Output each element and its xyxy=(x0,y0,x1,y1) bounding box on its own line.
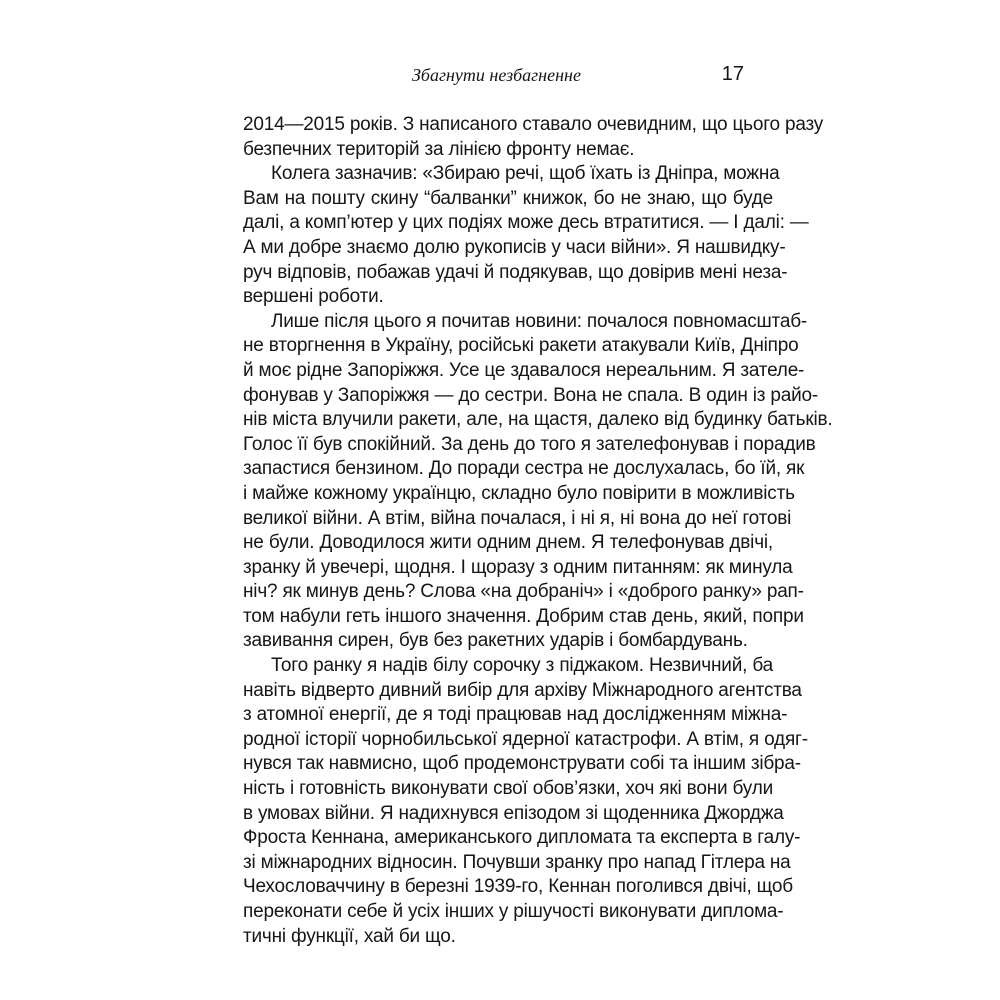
running-title: Збагнути незбагненне xyxy=(412,65,581,85)
text-line: родної історії чорнобильської ядерної катастрофи. А втім, я одяг- xyxy=(243,728,808,750)
text-line: 2014—2015 років. З написаного ставало очевидним, що цього разу xyxy=(243,114,824,135)
text-line: безпечних територій за лінією фронту немає. xyxy=(243,138,635,160)
text-line: запастися бензином. До поради сестра не дослухалась, бо їй, як xyxy=(243,458,805,480)
text-line: не були. Доводилося жити одним днем. Я телефонував двічі, xyxy=(243,532,773,554)
text-line: далі, а комп’ютер у цих подіях може десь втратитися. — І далі: — xyxy=(243,212,809,234)
text-line: і майже кожному українцю, складно було повірити в можливість xyxy=(243,482,795,504)
text-line: Того ранку я надів білу сорочку з піджаком. Незвичний, ба xyxy=(271,655,773,677)
text-line: навіть відверто дивний вибір для архіву Міжнародного агентства xyxy=(243,679,802,701)
text-line: зранку й увечері, щодня. І щоразу з одним питанням: як минула xyxy=(243,556,793,578)
text-line: завивання сирен, був без ракетних ударів і бомбардувань. xyxy=(243,630,748,652)
text-line: великої війни. А втім, війна почалася, і ні я, ні вона до неї готові xyxy=(243,507,792,529)
text-line: Лише після цього я почитав новини: почалося повномасштаб- xyxy=(271,310,808,332)
page-number: 17 xyxy=(721,63,744,85)
text-line: Голос її був спокійний. За день до того я зателефонував і порадив xyxy=(243,433,816,455)
text-line: переконати себе й усіх інших у рішучості виконувати диплома- xyxy=(243,901,784,922)
text-line: нів міста влучили ракети, але, на щастя, далеко від будинку батьків. xyxy=(243,409,833,431)
text-line: з атомної енергії, де я тоді працював над дослідженням міжна- xyxy=(243,704,788,726)
text-line: Вам на пошту скину “балванки” книжок, бо не знаю, що буде xyxy=(243,187,773,209)
text-line: том набули геть іншого значення. Добрим став день, який, попри xyxy=(243,605,804,627)
text-line: в умовах війни. Я надихнувся епізодом зі щоденника Джорджа xyxy=(243,802,784,824)
text-line: вершені роботи. xyxy=(243,286,384,308)
body-text xyxy=(243,113,833,949)
text-line: Чехословаччину в березні 1939-го, Кеннан поголився двічі, щоб xyxy=(243,876,793,898)
text-line: нувся так навмисно, щоб продемонструвати собі та іншим зібра- xyxy=(243,753,801,775)
running-head xyxy=(412,64,744,86)
text-line: не вторгнення в Україну, російські ракети атакували Київ, Дніпро xyxy=(243,335,799,357)
text-line: ніч? як минув день? Слова «на добраніч» і «доброго ранку» рап- xyxy=(243,581,804,603)
text-line: зі міжнародних відносин. Почувши зранку про напад Гітлера на xyxy=(243,851,791,873)
text-line: Колега зазначив: «Збираю речі, щоб їхать із Дніпра, можна xyxy=(271,163,780,185)
text-line: руч відповів, побажав удачі й подякував, що довірив мені неза- xyxy=(243,261,788,283)
text-line: Фроста Кеннана, американського дипломата та експерта в галу- xyxy=(243,827,801,849)
text-line: фонував у Запоріжжя — до сестри. Вона не спала. В один із райо- xyxy=(243,384,818,406)
text-line: тичні функції, хай би що. xyxy=(243,925,456,947)
text-line: ність і готовність виконувати свої обов’язки, хоч які вони були xyxy=(243,778,773,800)
text-line: А ми добре знаємо долю рукописів у часи війни». Я нашвидку- xyxy=(243,236,786,258)
text-line: й моє рідне Запоріжжя. Усе це здавалося нереальним. Я зателе- xyxy=(243,359,805,381)
